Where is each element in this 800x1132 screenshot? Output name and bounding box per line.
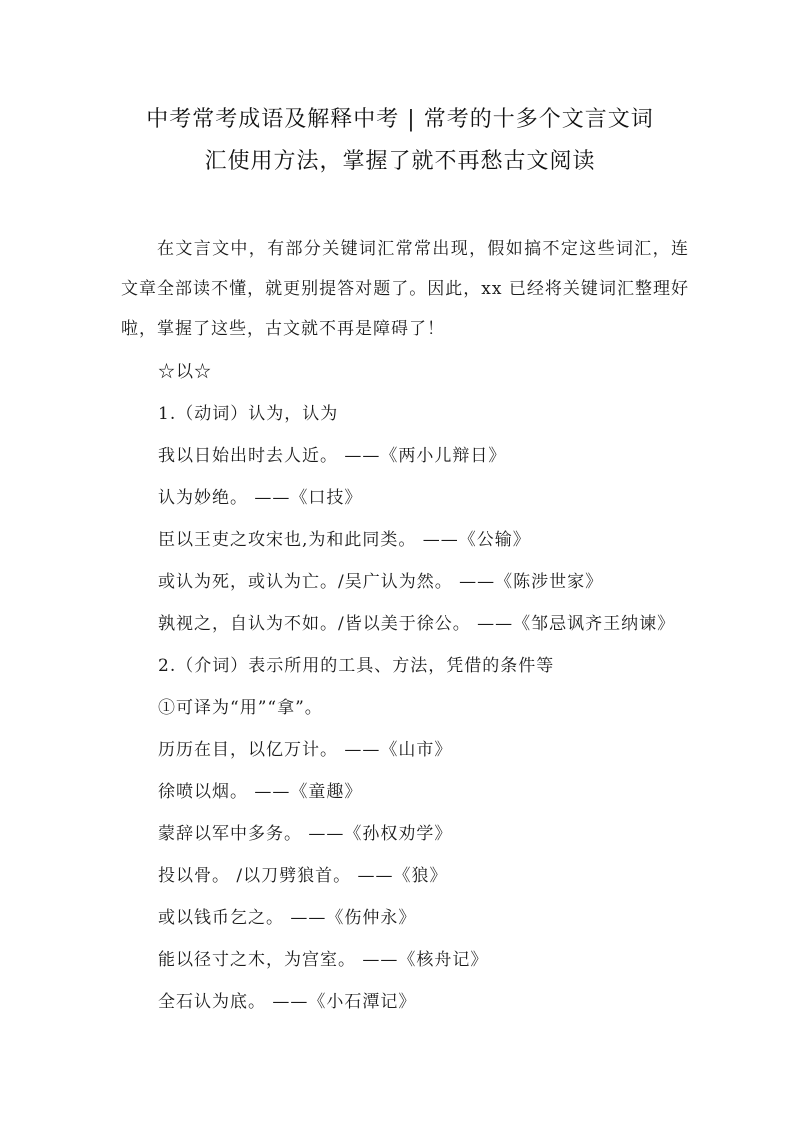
document-title-line-1: 中考常考成语及解释中考 | 常考的十多个文言文词: [146, 107, 654, 132]
example-line: 孰视之，自认为不如。/皆以美于徐公。 ——《邹忌讽齐王纳谏》: [158, 614, 676, 634]
example-line: 投以骨。 /以刀劈狼首。 ——《狼》: [158, 866, 448, 886]
example-line: 历历在目，以亿万计。 ——《山市》: [158, 740, 453, 760]
example-line: 全石认为底。 ——《小石潭记》: [158, 992, 417, 1012]
definition-1-heading: 1.（动词）认为，认为: [158, 404, 339, 424]
section-heading-yi: ☆以☆: [158, 362, 212, 382]
document-title-line-2: 汇使用方法，掌握了就不再愁古文阅读: [204, 149, 596, 174]
definition-2-heading: 2.（介词）表示所用的工具、方法，凭借的条件等: [158, 656, 555, 676]
intro-paragraph: 在文言文中，有部分关键词汇常常出现，假如搞不定这些词汇，连文章全部读不懂，就更别提答对题了。因此，xx 已经将关键词汇整理好啦，掌握了这些，古文就不再是障碍了！: [121, 239, 689, 339]
example-line: 我以日始出时去人近。 ——《两小儿辩日》: [158, 446, 507, 466]
example-line: 认为妙绝。 ——《口技》: [158, 488, 363, 508]
example-line: 或以钱币乞之。 ——《伤仲永》: [158, 908, 417, 928]
example-line: 能以径寸之木，为宫室。 ——《核舟记》: [158, 950, 489, 970]
example-line: 蒙辞以军中多务。 ——《孙权劝学》: [158, 824, 453, 844]
example-line: 徐喷以烟。 ——《童趣》: [158, 782, 363, 802]
sub-definition-heading: ①可译为“用”“拿”。: [158, 698, 323, 718]
example-line: 或认为死，或认为亡。/吴广认为然。 ——《陈涉世家》: [158, 572, 604, 592]
example-line: 臣以王吏之攻宋也,为和此同类。 ——《公输》: [158, 530, 531, 550]
